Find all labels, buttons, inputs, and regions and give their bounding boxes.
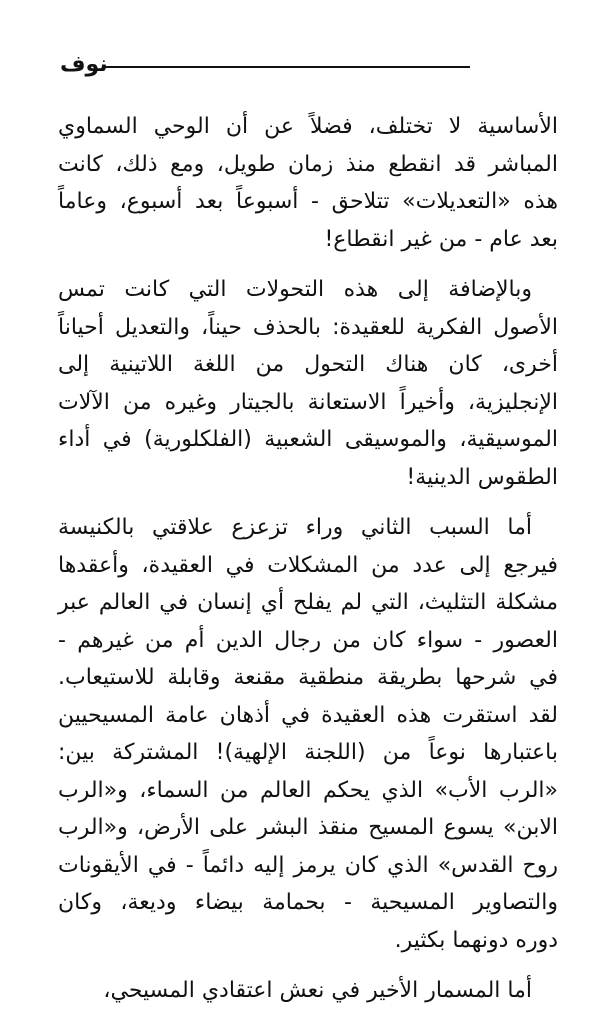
text-line: أما المسمار الأخير في نعش اعتقادي المسيحي، bbox=[103, 978, 532, 1003]
text-line: دوره دونهما بكثير. bbox=[394, 927, 558, 953]
text-line: الموسيقية، والموسيقى الشعبية (الفلكلورية) في أداء bbox=[58, 427, 558, 452]
paragraph-3 bbox=[58, 509, 558, 959]
text-line: هذه «التعديلات» تتلاحق - أسبوعاً بعد أسبوع، وعاماً bbox=[58, 189, 558, 214]
text-line: العصور - سواء كان من رجال الدين أم من غيرهم - bbox=[58, 627, 558, 653]
text-line: الأصول الفكرية للعقيدة: بالحذف حيناً، والتعديل أحياناً bbox=[58, 314, 558, 340]
text-line: باعتبارها نوعاً من (اللجنة الإلهية)! المشتركة بين: bbox=[58, 740, 558, 765]
text-line: الطقوس الدينية! bbox=[406, 464, 558, 490]
text-line: والتصاوير المسيحية - بحمامة بيضاء وديعة، وكان bbox=[58, 890, 558, 915]
text-line: في شرحها بطريقة منطقية مقنعة وقابلة للاستيعاب. bbox=[58, 665, 558, 690]
text-line: مشكلة التثليث، التي لم يفلح أي إنسان في العالم عبر bbox=[58, 590, 558, 615]
header-rule bbox=[105, 66, 470, 68]
page-body bbox=[58, 108, 558, 1010]
paragraph-2 bbox=[58, 271, 558, 496]
paragraph-4 bbox=[58, 972, 558, 1010]
text-line: أما السبب الثاني وراء تزعزع علاقتي بالكنيسة bbox=[58, 515, 532, 540]
text-line: الابن» يسوع المسيح منقذ البشر على الأرض، و«الرب bbox=[58, 815, 558, 840]
author-name: نوف bbox=[60, 52, 108, 77]
paragraph-1 bbox=[58, 108, 558, 258]
text-line: أخرى، كان هناك التحول من اللغة اللاتينية إلى bbox=[58, 352, 558, 377]
text-line: روح القدس» الذي كان يرمز إليه دائماً - في الأيقونات bbox=[58, 852, 558, 878]
running-header bbox=[60, 48, 560, 88]
text-line: الإنجليزية، وأخيراً الاستعانة بالجيتار وغيره من الآلات bbox=[58, 389, 558, 415]
text-line: الأساسية لا تختلف، فضلاً عن أن الوحي السماوي bbox=[58, 114, 558, 139]
text-line: «الرب الأب» الذي يحكم العالم من السماء، و«الرب bbox=[58, 777, 558, 803]
text-line: المباشر قد انقطع منذ زمان طويل، ومع ذلك، كانت bbox=[58, 151, 558, 177]
text-line: فيرجع إلى عدد من المشكلات في العقيدة، وأعقدها bbox=[58, 552, 558, 578]
text-line: بعد عام - من غير انقطاع! bbox=[324, 226, 558, 252]
text-line: وبالإضافة إلى هذه التحولات التي كانت تمس bbox=[58, 277, 532, 302]
text-line: لقد استقرت هذه العقيدة في أذهان عامة المسيحيين bbox=[58, 702, 558, 728]
